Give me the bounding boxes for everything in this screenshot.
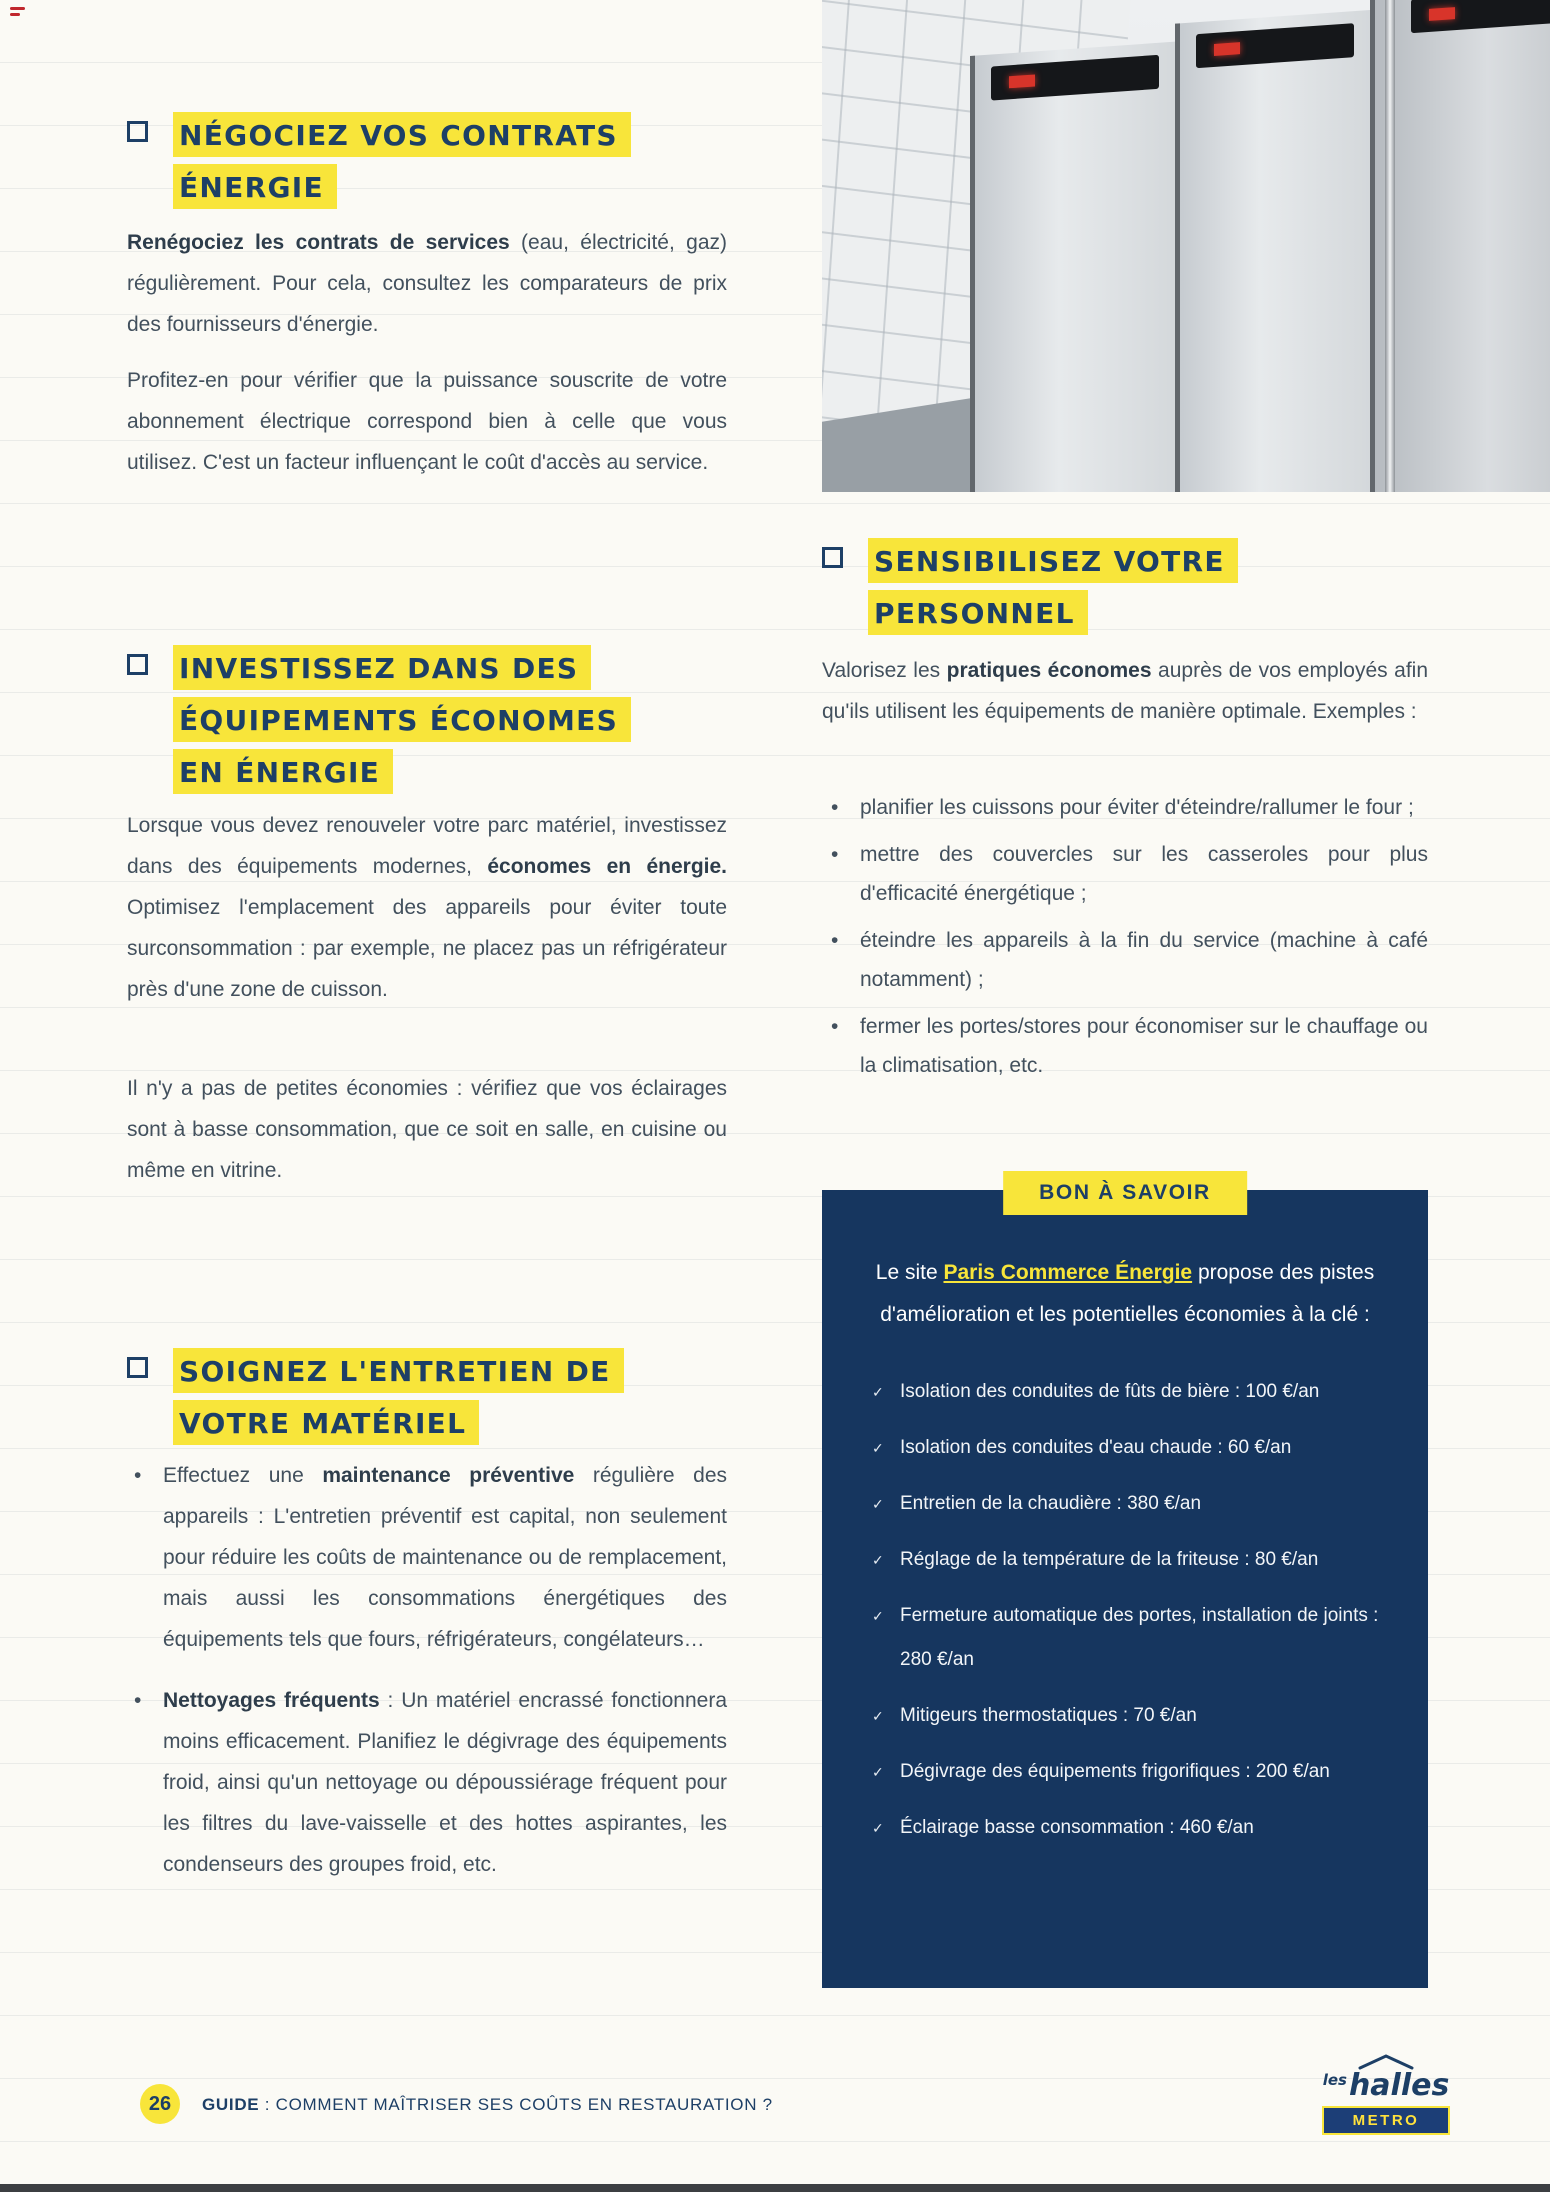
section-heading-negociez [127,112,631,216]
check-icon: ✓ [872,1820,884,1836]
staff-tips-list [824,788,1428,1093]
list-item [870,1750,1392,1794]
control-panel [1411,0,1550,33]
checkbox-icon [127,654,148,675]
text-run: propose des pistes d'amélioration et les potentielles économies à la clé : [880,1261,1375,1326]
kitchen-photo [822,0,1550,492]
bullet-icon: • [134,1689,142,1712]
section-title-line: INVESTISSEZ DANS DES [173,645,591,690]
footer-title [202,2095,773,2115]
section-title-line: SENSIBILISEZ VOTRE [868,538,1238,583]
section-title-line: VOTRE MATÉRIEL [173,1400,479,1445]
control-panel [991,55,1159,101]
check-icon: ✓ [872,1552,884,1568]
text-run: Valorisez les [822,659,947,682]
text-run: Réglage de la température de la friteuse : 80 €/an [900,1549,1319,1570]
refrigerator-door [970,42,1175,492]
text-run-bold: Renégociez les contrats de services [127,231,510,254]
text-run-bold: GUIDE [202,2095,260,2114]
door-hinge [1385,0,1395,492]
maintenance-list [127,1455,727,1905]
list-item [127,1680,727,1885]
paragraph [127,805,727,1010]
text-run: Fermeture automatique des portes, installation de joints : 280 €/an [900,1605,1379,1670]
list-item [870,1426,1392,1470]
section-title-line: SOIGNEZ L'ENTRETIEN DE [173,1348,624,1393]
bullet-icon: • [831,929,839,952]
text-run: Il n'y a pas de petites économies : vérifiez que vos éclairages sont à basse consommation, que ce soit en salle, en cuisine ou même en vitrine. [127,1077,727,1182]
section-heading-soignez [127,1348,624,1452]
text-run: fermer les portes/stores pour économiser sur le chauffage ou la climatisation, etc. [860,1015,1428,1077]
text-run: Isolation des conduites de fûts de bière : 100 €/an [900,1381,1320,1402]
text-run: Isolation des conduites d'eau chaude : 60 €/an [900,1437,1292,1458]
text-run: Le site [875,1261,944,1284]
section-title-line: ÉQUIPEMENTS ÉCONOMES [173,697,631,742]
refrigerator-door [1370,0,1550,492]
section-title-line: NÉGOCIEZ VOS CONTRATS [173,112,631,157]
section-title-line: PERSONNEL [868,590,1088,635]
corner-mark [10,7,25,19]
text-run: Effectuez une [163,1464,323,1487]
control-panel [1196,23,1354,68]
logo-wordmark [1322,2068,1450,2103]
text-run: mettre des couvercles sur les casseroles pour plus d'efficacité énergétique ; [860,843,1428,905]
text-run: auprès de vos employés afin qu'ils utilisent les équipements de manière optimale. Exemples : [822,659,1429,723]
text-run: Mitigeurs thermostatiques : 70 €/an [900,1705,1197,1726]
logo-les-text: les [1322,2071,1347,2089]
metro-badge: METRO [1322,2106,1450,2135]
list-item [824,835,1428,913]
list-item [870,1538,1392,1582]
list-item [870,1594,1392,1682]
bullet-icon: • [831,796,839,819]
check-icon: ✓ [872,1708,884,1724]
bullet-icon: • [831,843,839,866]
les-halles-metro-logo [1322,2054,1450,2135]
checkbox-icon [127,121,148,142]
list-item [870,1694,1392,1738]
text-run: régulière des appareils : L'entretien préventif est capital, non seulement pour réduire les coûts de maintenance ou de remplacement, mais aussi les consommations énergétiques des équipements tels que fours, réfrigérateurs, congélateurs… [163,1464,728,1651]
text-run-bold: Nettoyages fréquents [163,1689,380,1712]
bon-a-savoir-box [822,1181,1428,1988]
page-bottom-edge [0,2184,1550,2192]
section-title-line: EN ÉNERGIE [173,749,393,794]
text-run: Lorsque vous devez renouveler votre parc matériel, investissez dans des équipements modernes, [127,814,727,878]
refrigerator-units [970,0,1550,492]
text-run: Éclairage basse consommation : 460 €/an [900,1817,1254,1838]
list-item [824,1007,1428,1085]
paragraph [822,650,1428,732]
section-title-line: ÉNERGIE [173,164,337,209]
text-run: Profitez-en pour vérifier que la puissance souscrite de votre abonnement électrique correspond bien à celle que vous utilisez. C'est un facteur influençant le coût d'accès au service. [127,369,727,474]
text-run: : Un matériel encrassé fonctionnera moins efficacement. Planifiez le dégivrage des équipements froid, ainsi qu'un nettoyage ou dépoussiérage fréquent pour les filtres du lave-vaisselle et des hottes aspirantes, les condenseurs des groupes froid, etc. [163,1689,727,1876]
list-item [870,1482,1392,1526]
text-run-bold: économes en énergie. [487,855,727,878]
bullet-icon: • [134,1464,142,1487]
logo-halles-text: halles [1348,2068,1450,2103]
list-item [824,788,1428,827]
section-heading-investissez [127,645,631,801]
savings-list [822,1370,1428,1850]
checkbox-icon [127,1357,148,1378]
text-run: éteindre les appareils à la fin du service (machine à café notamment) ; [860,929,1428,991]
paragraph [127,1068,727,1191]
check-icon: ✓ [872,1764,884,1780]
list-item [870,1370,1392,1414]
refrigerator-door [1175,10,1370,492]
text-run: (eau, électricité, gaz) régulièrement. Pour cela, consultez les comparateurs de prix des fournisseurs d'énergie. [127,231,727,336]
text-run: Dégivrage des équipements frigorifiques : 200 €/an [900,1761,1330,1782]
text-run: Entretien de la chaudière : 380 €/an [900,1493,1202,1514]
text-run-bold: maintenance préventive [322,1464,575,1487]
bon-a-savoir-intro [875,1252,1375,1336]
paragraph [127,222,727,345]
bon-a-savoir-tab: BON À SAVOIR [1003,1171,1247,1215]
temperature-led [1429,7,1455,21]
text-run-bold: pratiques économes [946,659,1152,682]
text-run: Optimisez l'emplacement des appareils pour éviter toute surconsommation : par exemple, ne placez pas un réfrigérateur près d'une zone de cuisson. [127,896,727,1001]
check-icon: ✓ [872,1384,884,1400]
list-item [824,921,1428,999]
text-run: planifier les cuissons pour éviter d'éteindre/rallumer le four ; [860,796,1414,819]
temperature-led [1009,74,1035,88]
paragraph [127,360,727,483]
checkbox-icon [822,547,843,568]
list-item [127,1455,727,1660]
page-number-badge: 26 [140,2084,180,2124]
paris-commerce-energie-link[interactable]: Paris Commerce Énergie [943,1261,1193,1284]
temperature-led [1214,42,1240,56]
section-heading-sensibilisez [822,538,1238,642]
check-icon: ✓ [872,1608,884,1624]
bullet-icon: • [831,1015,839,1038]
check-icon: ✓ [872,1440,884,1456]
list-item [870,1806,1392,1850]
check-icon: ✓ [872,1496,884,1512]
text-run: : COMMENT MAÎTRISER SES COÛTS EN RESTAURATION ? [259,2095,773,2114]
